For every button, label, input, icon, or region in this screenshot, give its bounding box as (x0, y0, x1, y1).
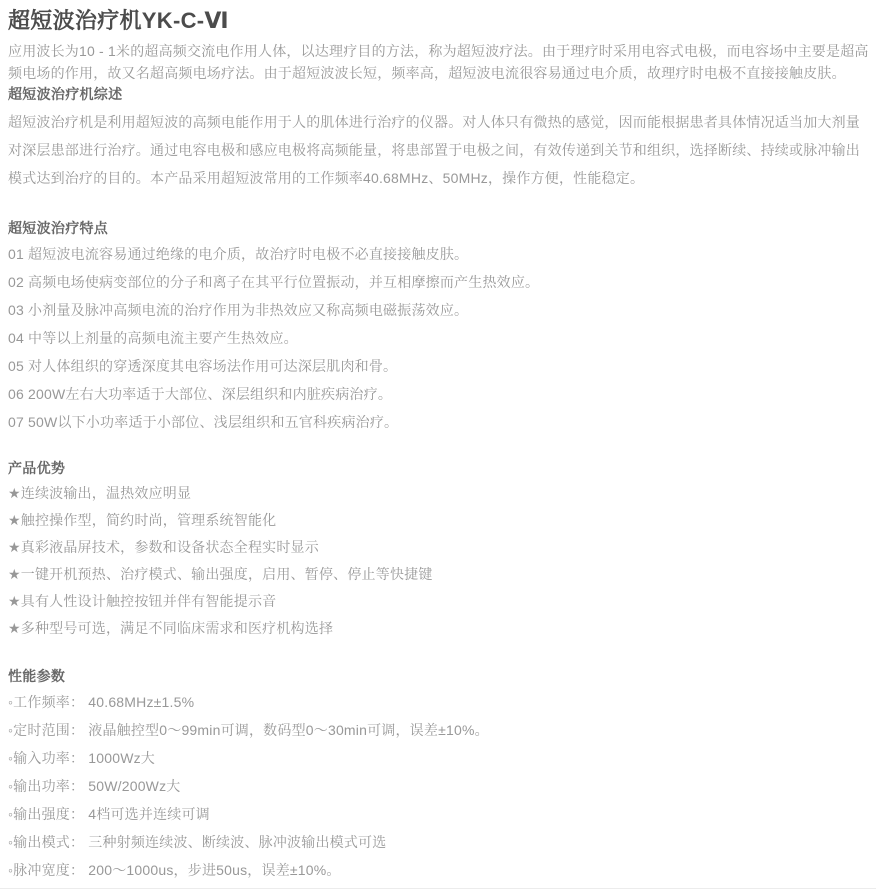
advantage-item-1: ★连续波输出，温热效应明显 (8, 485, 192, 501)
feature-item-01: 01 超短波电流容易通过绝缘的电介质，故治疗时电极不必直接接触皮肤。 (8, 246, 469, 262)
advantage-item-4: ★一键开机预热、治疗模式、输出强度，启用、暂停、停止等快捷键 (8, 566, 433, 582)
specs-section (8, 666, 870, 884)
advantages-section (8, 458, 870, 642)
advantage-item-6: ★多种型号可选，满足不同临床需求和医疗机构选择 (8, 620, 334, 636)
feature-item-03: 03 小剂量及脉冲高频电流的治疗作用为非热效应又称高频电磁振荡效应。 (8, 302, 469, 318)
advantage-item-5: ★具有人性设计触控按钮并伴有智能提示音 (8, 593, 277, 609)
spec-item-working-frequency: ◦工作频率： 40.68MHz±1.5% (8, 694, 195, 710)
features-list (8, 240, 870, 436)
overview-heading: 超短波治疗机综述 (8, 86, 123, 102)
overview-section (8, 84, 870, 192)
intro-paragraph: 应用波长为10 - 1米的超高频交流电作用人体，以达理疗目的方法，称为超短波疗法。由于理疗时采用电容式电极，而电容场中主要是超高频电场的作用，故又名超高频电场疗法。由于超短波波长短，频率高，超短波电流很容易通过电介质，故理疗时电极不直接接触皮肤。 (8, 43, 869, 81)
spec-item-output-mode: ◦输出模式： 三种射频连续波、断续波、脉冲波输出模式可选 (8, 834, 387, 850)
feature-item-04: 04 中等以上剂量的高频电流主要产生热效应。 (8, 330, 298, 346)
spec-item-pulse-width: ◦脉冲宽度： 200～1000us，步进50us，误差±10%。 (8, 862, 341, 878)
specs-list (8, 688, 870, 884)
feature-item-05: 05 对人体组织的穿透深度其电容场法作用可达深层肌肉和骨。 (8, 358, 398, 374)
feature-item-02: 02 高频电场使病变部位的分子和离子在其平行位置振动，并互相摩擦而产生热效应。 (8, 274, 540, 290)
advantage-item-3: ★真彩液晶屏技术，参数和设备状态全程实时显示 (8, 539, 319, 555)
advantage-item-2: ★触控操作型，简约时尚，管理系统智能化 (8, 512, 277, 528)
page-title: 超短波治疗机YK-C-Ⅵ (8, 8, 229, 33)
specs-heading: 性能参数 (8, 668, 66, 684)
feature-item-07: 07 50W以下小功率适于小部位、浅层组织和五官科疾病治疗。 (8, 414, 399, 430)
spec-item-timing-range: ◦定时范围： 液晶触控型0～99min可调，数码型0～30min可调，误差±10%。 (8, 722, 489, 738)
spec-item-output-power: ◦输出功率： 50W/200Wz大 (8, 778, 181, 794)
feature-item-06: 06 200W左右大功率适于大部位、深层组织和内脏疾病治疗。 (8, 386, 393, 402)
features-section (8, 218, 870, 436)
spec-item-output-intensity: ◦输出强度： 4档可选并连续可调 (8, 806, 210, 822)
spec-item-input-power: ◦输入功率： 1000Wz大 (8, 750, 156, 766)
overview-paragraph: 超短波治疗机是利用超短波的高频电能作用于人的肌体进行治疗的仪器。对人体只有微热的感觉，因而能根据患者具体情况适当加大剂量对深层患部进行治疗。通过电容电极和感应电极将高频能量，将患部置于电极之间，有效传递到关节和组织，选择断续、持续或脉冲输出模式达到治疗的目的。本产品采用超短波常用的工作频率40.68MHz、50MHz，操作方便，性能稳定。 (8, 114, 860, 186)
advantages-list (8, 480, 870, 642)
advantages-heading: 产品优势 (8, 460, 66, 476)
features-heading: 超短波治疗特点 (8, 220, 109, 236)
